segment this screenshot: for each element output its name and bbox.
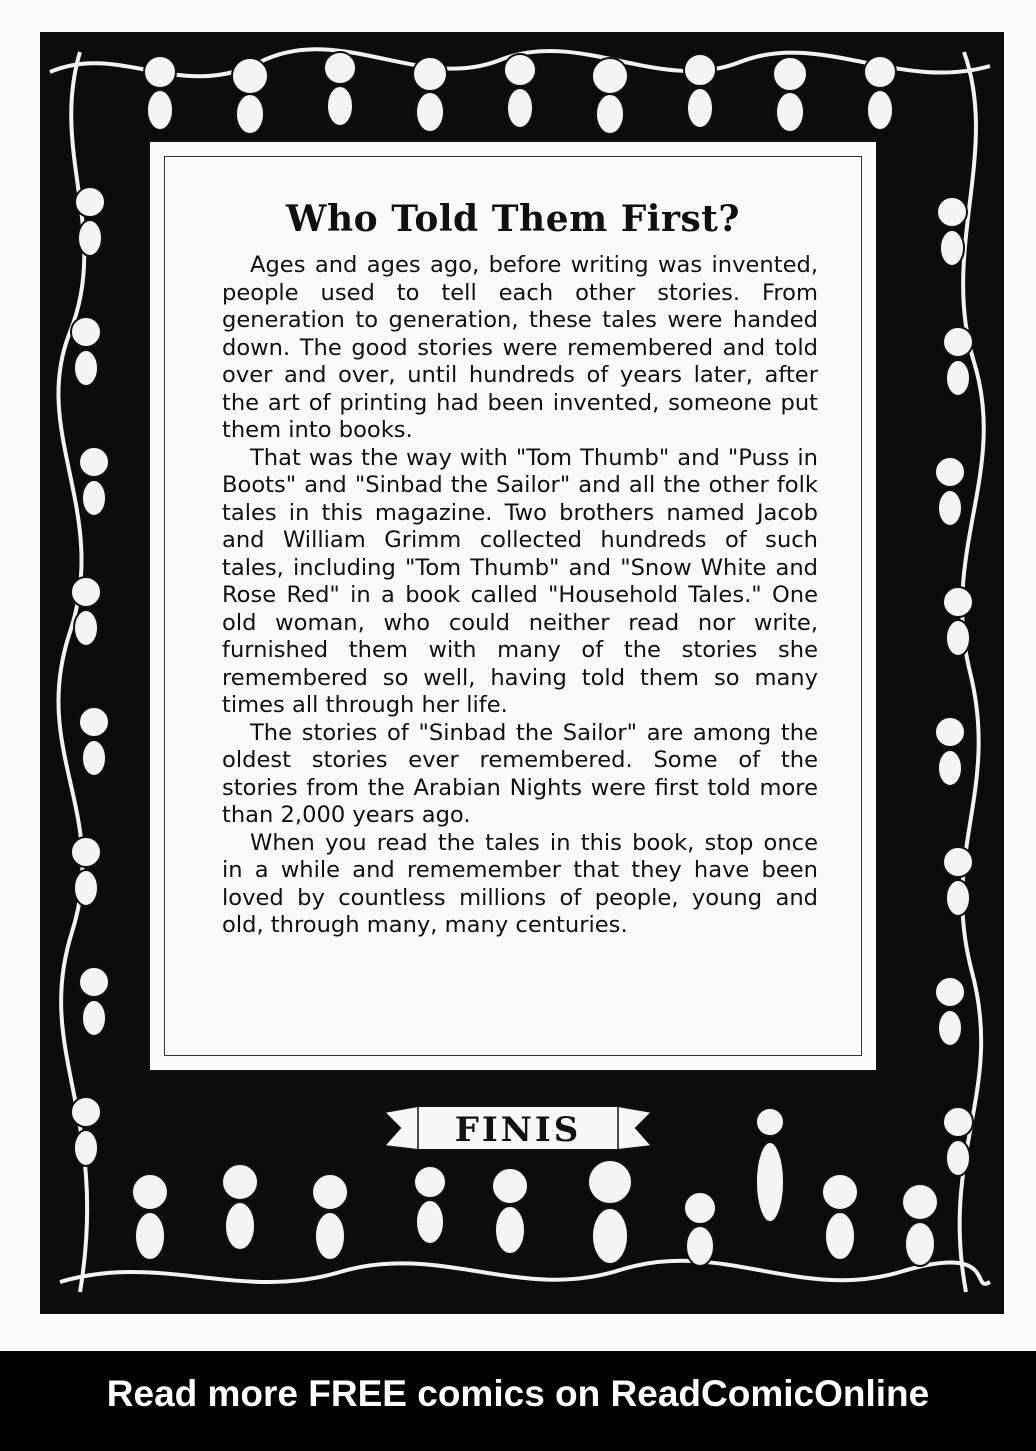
- promo-link-text[interactable]: Read more FREE comics on ReadComicOnline: [106, 1373, 930, 1414]
- paragraph: The stories of "Sinbad the Sailor" are among the oldest stories ever remembered. Some of the stories from the Arabian Nights were first told more than 2,000 years ago.: [222, 719, 818, 828]
- banner-label: FINIS: [454, 1110, 582, 1150]
- page-title: Who Told Them First?: [286, 198, 740, 240]
- text-area: [148, 140, 878, 1072]
- article-body: [222, 252, 818, 940]
- finis-banner: [378, 1098, 658, 1158]
- paragraph: When you read the tales in this book, stop once in a while and rememember that they have been loved by countless millions of people, young and old, through many, many centuries.: [222, 829, 818, 938]
- paragraph: Ages and ages ago, before writing was invented, people used to tell each other stories. From generation to generation, these tales were handed down. The good stories were remembered and told over and over, until hundreds of years later, after the art of printing had been invented, someone put them into books.: [222, 252, 818, 443]
- paragraph: That was the way with "Tom Thumb" and "Puss in Boots" and "Sinbad the Sailor" and all the other folk tales in this magazine. Two brothers named Jacob and William Grimm collected hundreds of such tales, including "Tom Thumb" and "Snow White and Rose Red" in a book called "Household Tales." One old woman, who could neither read nor write, furnished them with many of the stories she remembered so well, having told them so many times all through her life.: [222, 444, 818, 718]
- promo-footer: [0, 1351, 1036, 1451]
